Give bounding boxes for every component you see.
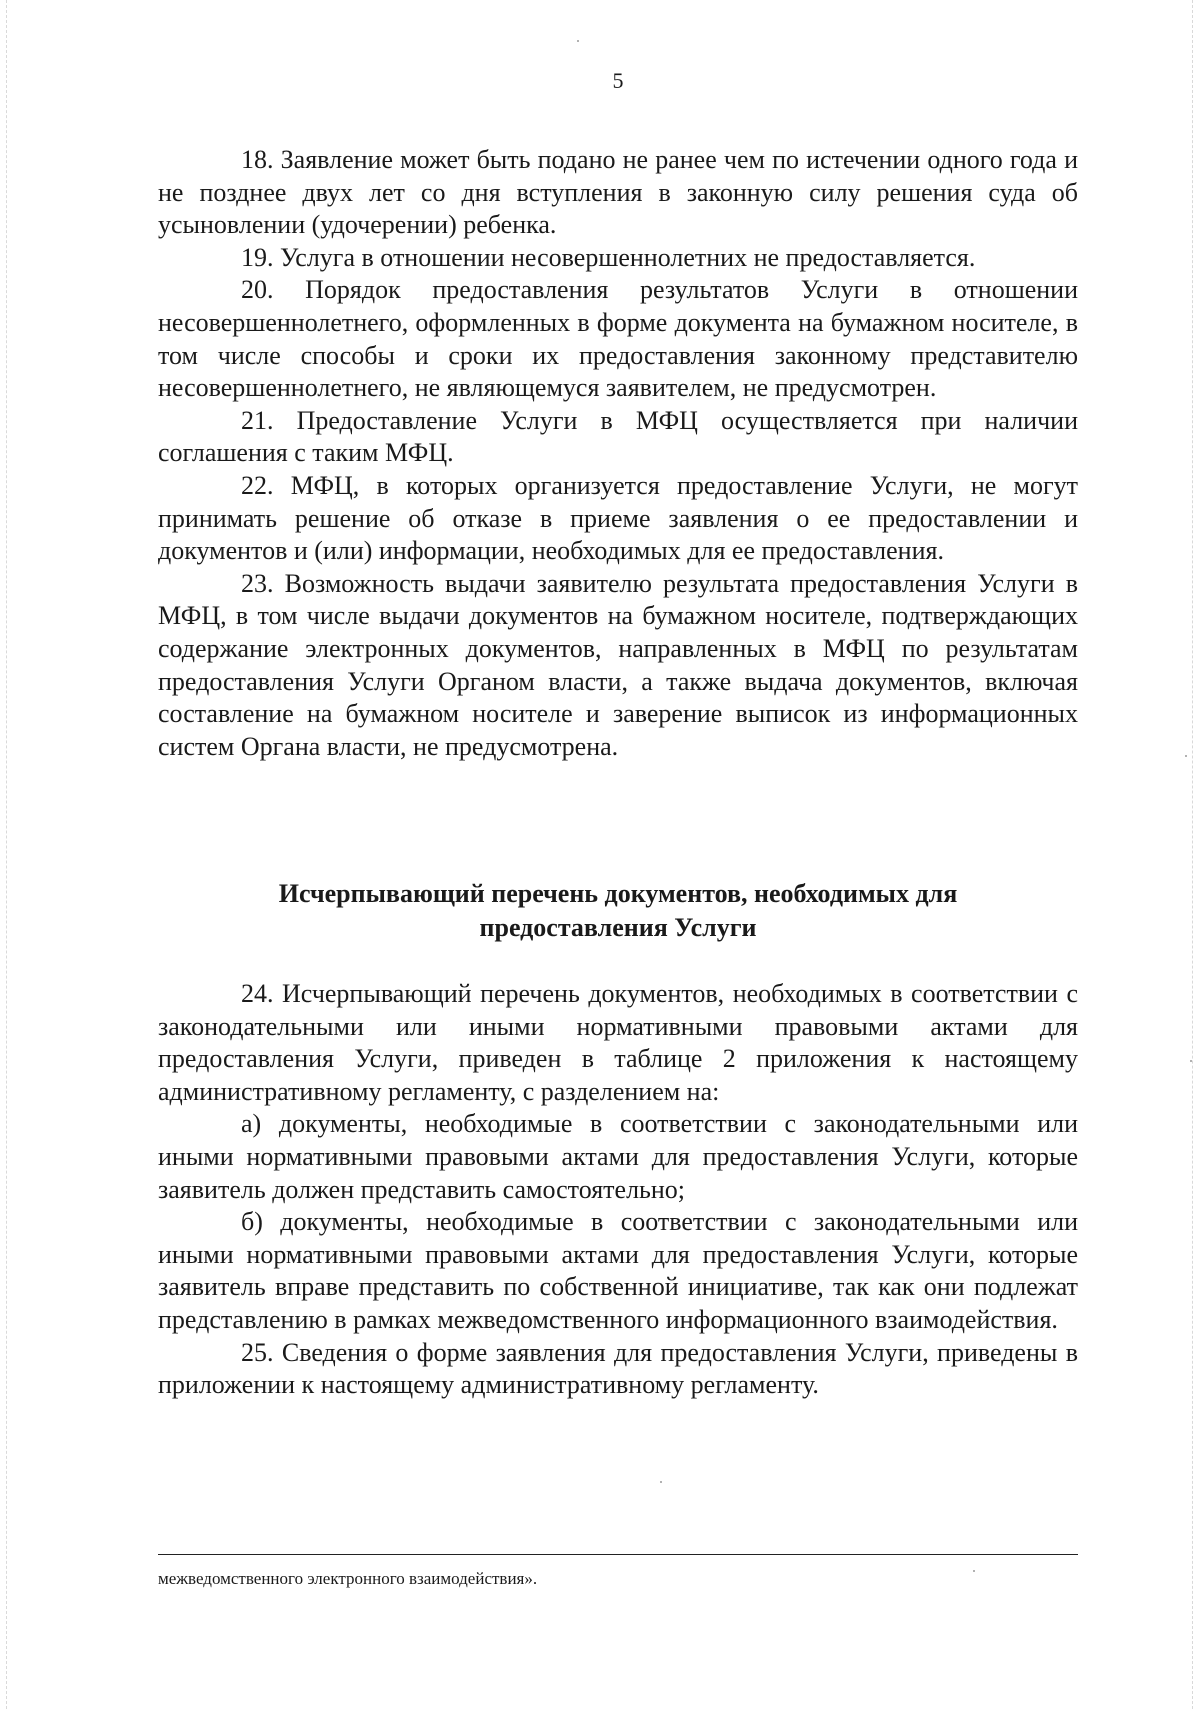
paragraph-19: 19. Услуга в отношении несовершеннолетних не предоставляется. <box>241 242 976 272</box>
section-heading-line-1: Исчерпывающий перечень документов, необходимых для <box>278 879 958 908</box>
paragraph-18: 18. Заявление может быть подано не ранее чем по истечении одного года и не позднее двух лет со дня вступления в законную силу решения суда об усыновлении (удочерении) ребенка. <box>158 145 1078 240</box>
section-paragraphs-18-23 <box>158 144 1078 763</box>
scan-speck <box>660 1481 662 1483</box>
scan-speck <box>577 40 579 42</box>
footnote-text: межведомственного электронного взаимодействия». <box>158 1569 538 1588</box>
paragraph-24-b: б) документы, необходимые в соответствии с законодательными или иными нормативными правовыми актами для предоставления Услуги, которые заявитель вправе представить по собственной инициативе, так как они подлежат представлению в рамках межведомственного информационного взаимодействия. <box>158 1207 1078 1334</box>
paragraph-22: 22. МФЦ, в которых организуется предоставление Услуги, не могут принимать решение об отказе в приеме заявления о ее предоставлении и документов и (или) информации, необходимых для ее предоставления. <box>158 470 1078 566</box>
page-number: 5 <box>612 68 624 93</box>
section-paragraphs-24-25 <box>158 978 1078 1402</box>
paragraph-23: 23. Возможность выдачи заявителю результата предоставления Услуги в МФЦ, в том числе выдачи документов на бумажном носителе, подтверждающих содержание электронных документов, направленных в МФЦ по результатам предоставления Услуги Органом власти, а также выдача документов, включая составление на бумажном носителе и заверение выписок из информационных систем Органа власти, не предусмотрена. <box>158 568 1078 761</box>
section-heading-line-2: предоставления Услуги <box>479 913 757 942</box>
paragraph-24: 24. Исчерпывающий перечень документов, необходимых в соответствии с законодательными или иными нормативными правовыми актами для предоставления Услуги, приведен в таблице 2 приложения к настоящему административному регламенту, с разделением на: <box>158 979 1078 1106</box>
scan-speck <box>1190 1060 1192 1062</box>
scan-edge-left <box>6 0 7 1709</box>
footnote-separator <box>158 1554 1078 1555</box>
paragraph-25: 25. Сведения о форме заявления для предоставления Услуги, приведены в приложении к настоящему административному регламенту. <box>158 1337 1078 1400</box>
paragraph-20: 20. Порядок предоставления результатов Услуги в отношении несовершеннолетнего, оформленных в форме документа на бумажном носителе, в том числе способы и сроки их предоставления законному представителю несовершеннолетнего, не являющемуся заявителем, не предусмотрен. <box>158 275 1078 403</box>
scan-speck <box>973 1570 975 1572</box>
section-heading <box>158 877 1078 945</box>
paragraph-24-a: а) документы, необходимые в соответствии с законодательными или иными нормативными правовыми актами для предоставления Услуги, которые заявитель должен представить самостоятельно; <box>158 1109 1078 1204</box>
scan-edge-right <box>1192 0 1193 1709</box>
scan-speck <box>1185 755 1187 757</box>
paragraph-21: 21. Предоставление Услуги в МФЦ осуществляется при наличии соглашения с таким МФЦ. <box>158 405 1078 468</box>
